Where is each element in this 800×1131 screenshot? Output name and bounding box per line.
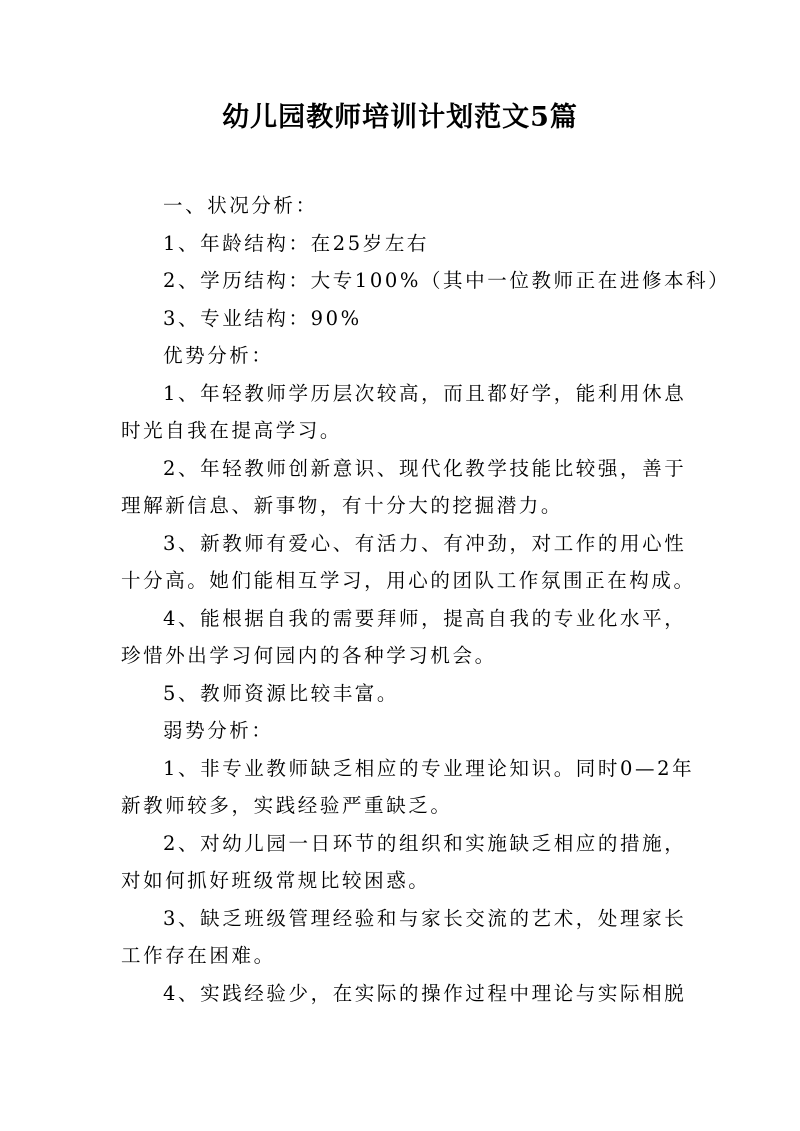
paragraph-line: 2、对幼儿园一日环节的组织和实施缺乏相应的措施， (163, 831, 687, 855)
paragraph-line: 5、教师资源比较丰富。 (163, 681, 400, 705)
document-body (121, 187, 731, 1012)
paragraph-line: 3、缺乏班级管理经验和与家长交流的艺术，处理家长 (163, 906, 687, 930)
paragraph-line: 时光自我在提高学习。 (121, 419, 343, 442)
paragraph-line: 2、年轻教师创新意识、现代化教学技能比较强，善于 (163, 456, 687, 480)
paragraph-line: 1、年轻教师学历层次较高，而且都好学，能利用休息 (163, 381, 687, 405)
paragraph-line: 4、实践经验少，在实际的操作过程中理论与实际相脱 (163, 981, 687, 1005)
paragraph-line: 对如何抓好班级常规比较困惑。 (121, 869, 431, 892)
document-title: 幼儿园教师培训计划范文5篇 (222, 102, 578, 133)
paragraph-line: 2、学历结构：大专100%（其中一位教师正在进修本科） (163, 269, 731, 292)
paragraph-line: 十分高。她们能相互学习，用心的团队工作氛围正在构成。 (121, 569, 696, 592)
paragraph-line: 3、专业结构：90% (163, 306, 362, 330)
paragraph-line: 优势分析： (163, 344, 274, 367)
paragraph-line: 一、状况分析： (163, 194, 318, 217)
paragraph-line: 弱势分析： (163, 719, 274, 742)
paragraph-line: 1、年龄结构：在25岁左右 (163, 231, 430, 255)
paragraph-line: 1、非专业教师缺乏相应的专业理论知识。同时0—2年 (163, 756, 695, 780)
paragraph-line: 4、能根据自我的需要拜师，提高自我的专业化水平， (163, 606, 687, 630)
paragraph-line: 珍惜外出学习何园内的各种学习机会。 (121, 644, 497, 667)
paragraph-line: 3、新教师有爱心、有活力、有冲劲，对工作的用心性 (163, 531, 687, 555)
paragraph-line: 工作存在困难。 (121, 944, 276, 967)
paragraph-line: 新教师较多，实践经验严重缺乏。 (121, 794, 453, 817)
paragraph-line: 理解新信息、新事物，有十分大的挖掘潜力。 (121, 494, 564, 517)
